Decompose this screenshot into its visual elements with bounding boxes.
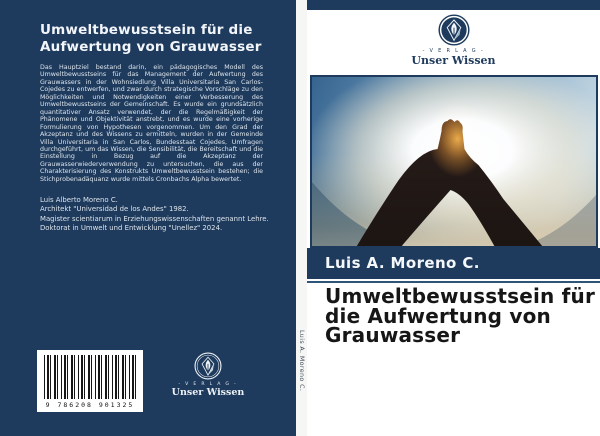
sunset-hands-photo [312, 77, 596, 246]
front-author-name: Luis A. Moreno C. [325, 254, 480, 272]
bio-line-degree-3: Doktorat in Umwelt und Entwicklung "Unellez" 2024. [40, 223, 223, 232]
front-cover [307, 0, 600, 436]
publisher-verlag-label: - V E R L A G - [422, 48, 485, 54]
back-blurb: Das Hauptziel bestand darin, ein pädagogisches Modell des Umweltbewusstseins für das Management der Aufwertung des Grauwassers in der Wohnsiedlung Villa Universitaria San Carlos-Cojedes zu entwerfen, und zwar durch strategische Vorschläge zu den Möglichkeiten und Notwendigkeiten einer Verbesserung des Umweltbewusstseins der Gemeinschaft. Es wurde ein grundsätzlich quantitativer Ansatz verwendet, der die Regelmäßigkeit der Phänomene und Objektivität anstrebt, und es wurde eine vorherige Formulierung von Hypothesen vorgenommen. Um den Grad der Akzeptanz und des Wissens zu ermitteln, wurden in der Gemeinde Villa Universitaria in San Carlos, Bundesstaat Cojedes, Umfragen durchgeführt, um das Wissen, die Sensibilität, die Bereitschaft und die Einstellung in Bezug auf die Akzeptanz der Grauwasserwiederverwendung zu untersuchen, die aus der Charakterisierung des Konstrukts Umweltbewusstsein bestehen; die Stichprobenadäquanz wurde mittels Cronbachs Alpha bewertet. [40, 64, 263, 183]
front-title-line-1: Umweltbewusstsein für [325, 284, 596, 308]
publisher-emblem-icon [194, 352, 222, 380]
publisher-logo-front [307, 14, 600, 67]
front-top-bar [307, 0, 600, 10]
isbn-number: 9 786208 901325 [45, 401, 135, 409]
back-cover [0, 0, 296, 436]
spine [296, 0, 307, 436]
author-banner [307, 248, 600, 279]
author-bio [40, 196, 269, 233]
isbn-barcode [37, 350, 143, 412]
spine-author: Luis A. Moreno C. [298, 330, 305, 392]
publisher-name-label: Unser Wissen [411, 54, 496, 67]
publisher-verlag-label: - V E R L A G - [178, 382, 238, 387]
bio-line-name: Luis Alberto Moreno C. [40, 196, 118, 204]
back-title [40, 22, 262, 56]
publisher-name-label: Unser Wissen [171, 387, 245, 398]
front-title [325, 284, 596, 347]
publisher-emblem-icon [438, 14, 470, 46]
banner-rule [307, 281, 600, 283]
barcode-bars-icon [44, 355, 136, 399]
bio-line-degree-1: Architekt "Universidad de los Andes" 1982. [40, 205, 189, 214]
back-title-line-1: Umweltbewusstsein für die [40, 22, 253, 38]
back-title-line-2: Aufwertung von Grauwasser [40, 39, 262, 55]
bio-line-degree-2: Magister scientiarum in Erziehungswissenschaften genannt Lehre. [40, 214, 269, 223]
publisher-logo-back [160, 352, 256, 398]
front-title-line-2: die Aufwertung von [325, 303, 551, 328]
front-title-line-3: Grauwasser [325, 323, 461, 347]
cover-photo [310, 75, 598, 248]
